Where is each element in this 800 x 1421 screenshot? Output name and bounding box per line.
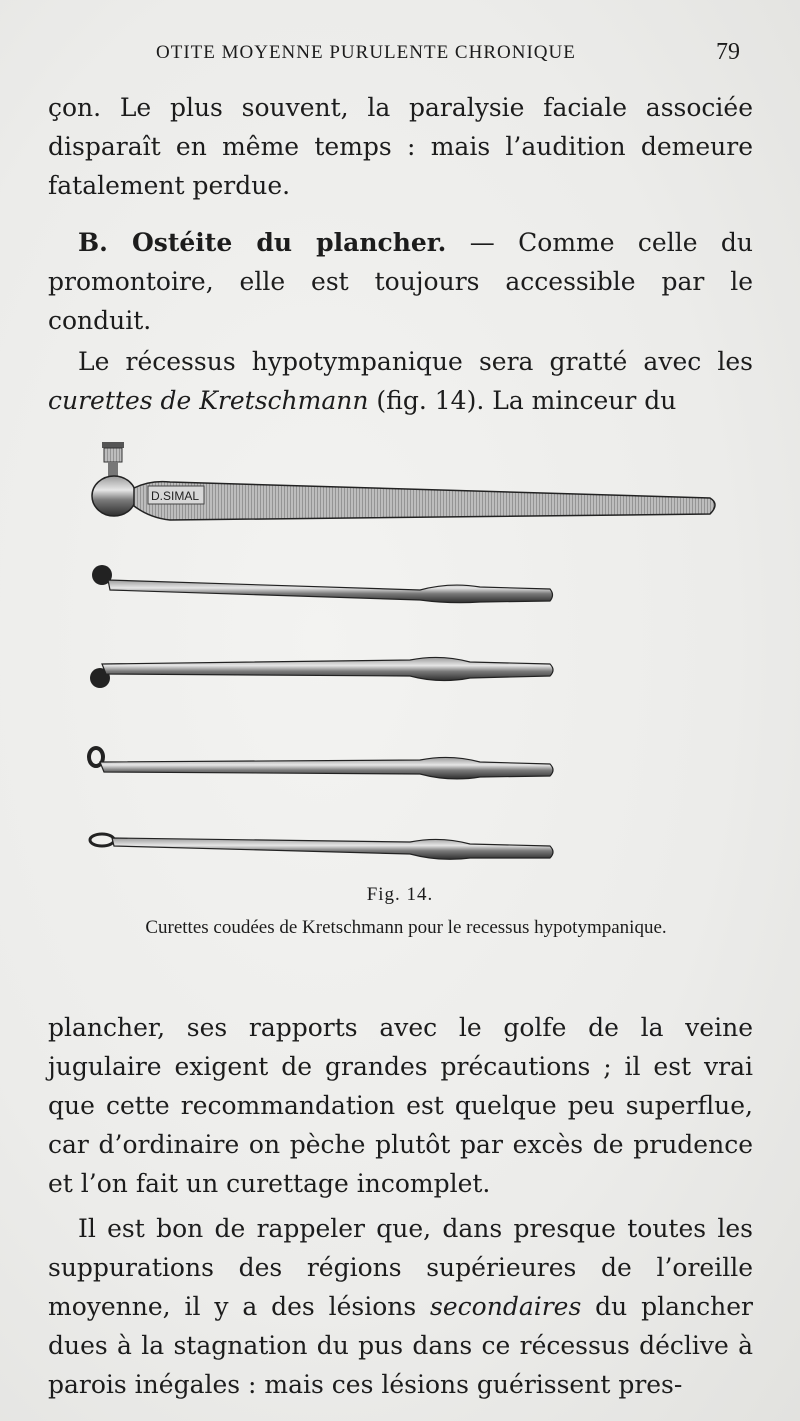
paragraph-plancher: plancher, ses rapports avec le golfe de la veine jugulaire exigent de grandes précautions ; il est vrai que cette recommandation est quelque peu superflue, car d’ordinaire on pèche plutôt par excès de prudence et l’on fait un curettage incomplet. bbox=[48, 1013, 753, 1198]
curette-3 bbox=[89, 748, 553, 779]
bottom-text-block bbox=[48, 1008, 753, 1404]
curette-handle bbox=[92, 442, 715, 520]
curette-4 bbox=[90, 834, 553, 859]
page-number: 79 bbox=[716, 39, 740, 65]
sub-heading: B. Ostéite du plancher. bbox=[78, 228, 447, 257]
screw-cap bbox=[102, 442, 124, 448]
curette-2 bbox=[90, 657, 553, 688]
paragraph-body: — Comme celle du promontoire, elle est toujours accessible par le conduit. bbox=[48, 228, 753, 335]
paragraph-continuation: çon. Le plus souvent, la paralysie faciale associée disparaît en même temps : mais l’audition demeure fatalement perdue. bbox=[48, 93, 753, 200]
figure-caption: Curettes coudées de Kretschmann pour le recessus hypotympanique. bbox=[145, 917, 667, 938]
handle-engraving: D.SIMAL bbox=[151, 489, 200, 503]
italic-term: curettes de Kretschmann bbox=[48, 386, 369, 415]
paragraph-body: Il est bon de rappeler que, dans presque toutes les suppurations des régions supérieures de l’oreille moyenne, il y a des lésions bbox=[48, 1214, 753, 1321]
paragraph-osteite-plancher bbox=[48, 223, 753, 340]
italic-term: secondaires bbox=[430, 1292, 582, 1321]
paragraph-body: du plancher dues à la stagnation du pus dans ce récessus déclive à parois inégales : mais ces lésions guérissent pres- bbox=[48, 1292, 753, 1399]
figure-label: Fig. 14. bbox=[366, 884, 434, 905]
paragraph-body: Le récessus hypotympanique sera gratté avec les bbox=[78, 347, 753, 376]
running-title: OTITE MOYENNE PURULENTE CHRONIQUE bbox=[156, 42, 576, 63]
paragraph-suppurations bbox=[48, 1209, 753, 1404]
top-text-block bbox=[48, 88, 753, 420]
paragraph-body: (fig. 14). La minceur du bbox=[368, 386, 677, 415]
paragraph-recessus bbox=[48, 342, 753, 420]
figure-curettes-illustration bbox=[80, 432, 730, 872]
curette-1 bbox=[92, 565, 553, 603]
